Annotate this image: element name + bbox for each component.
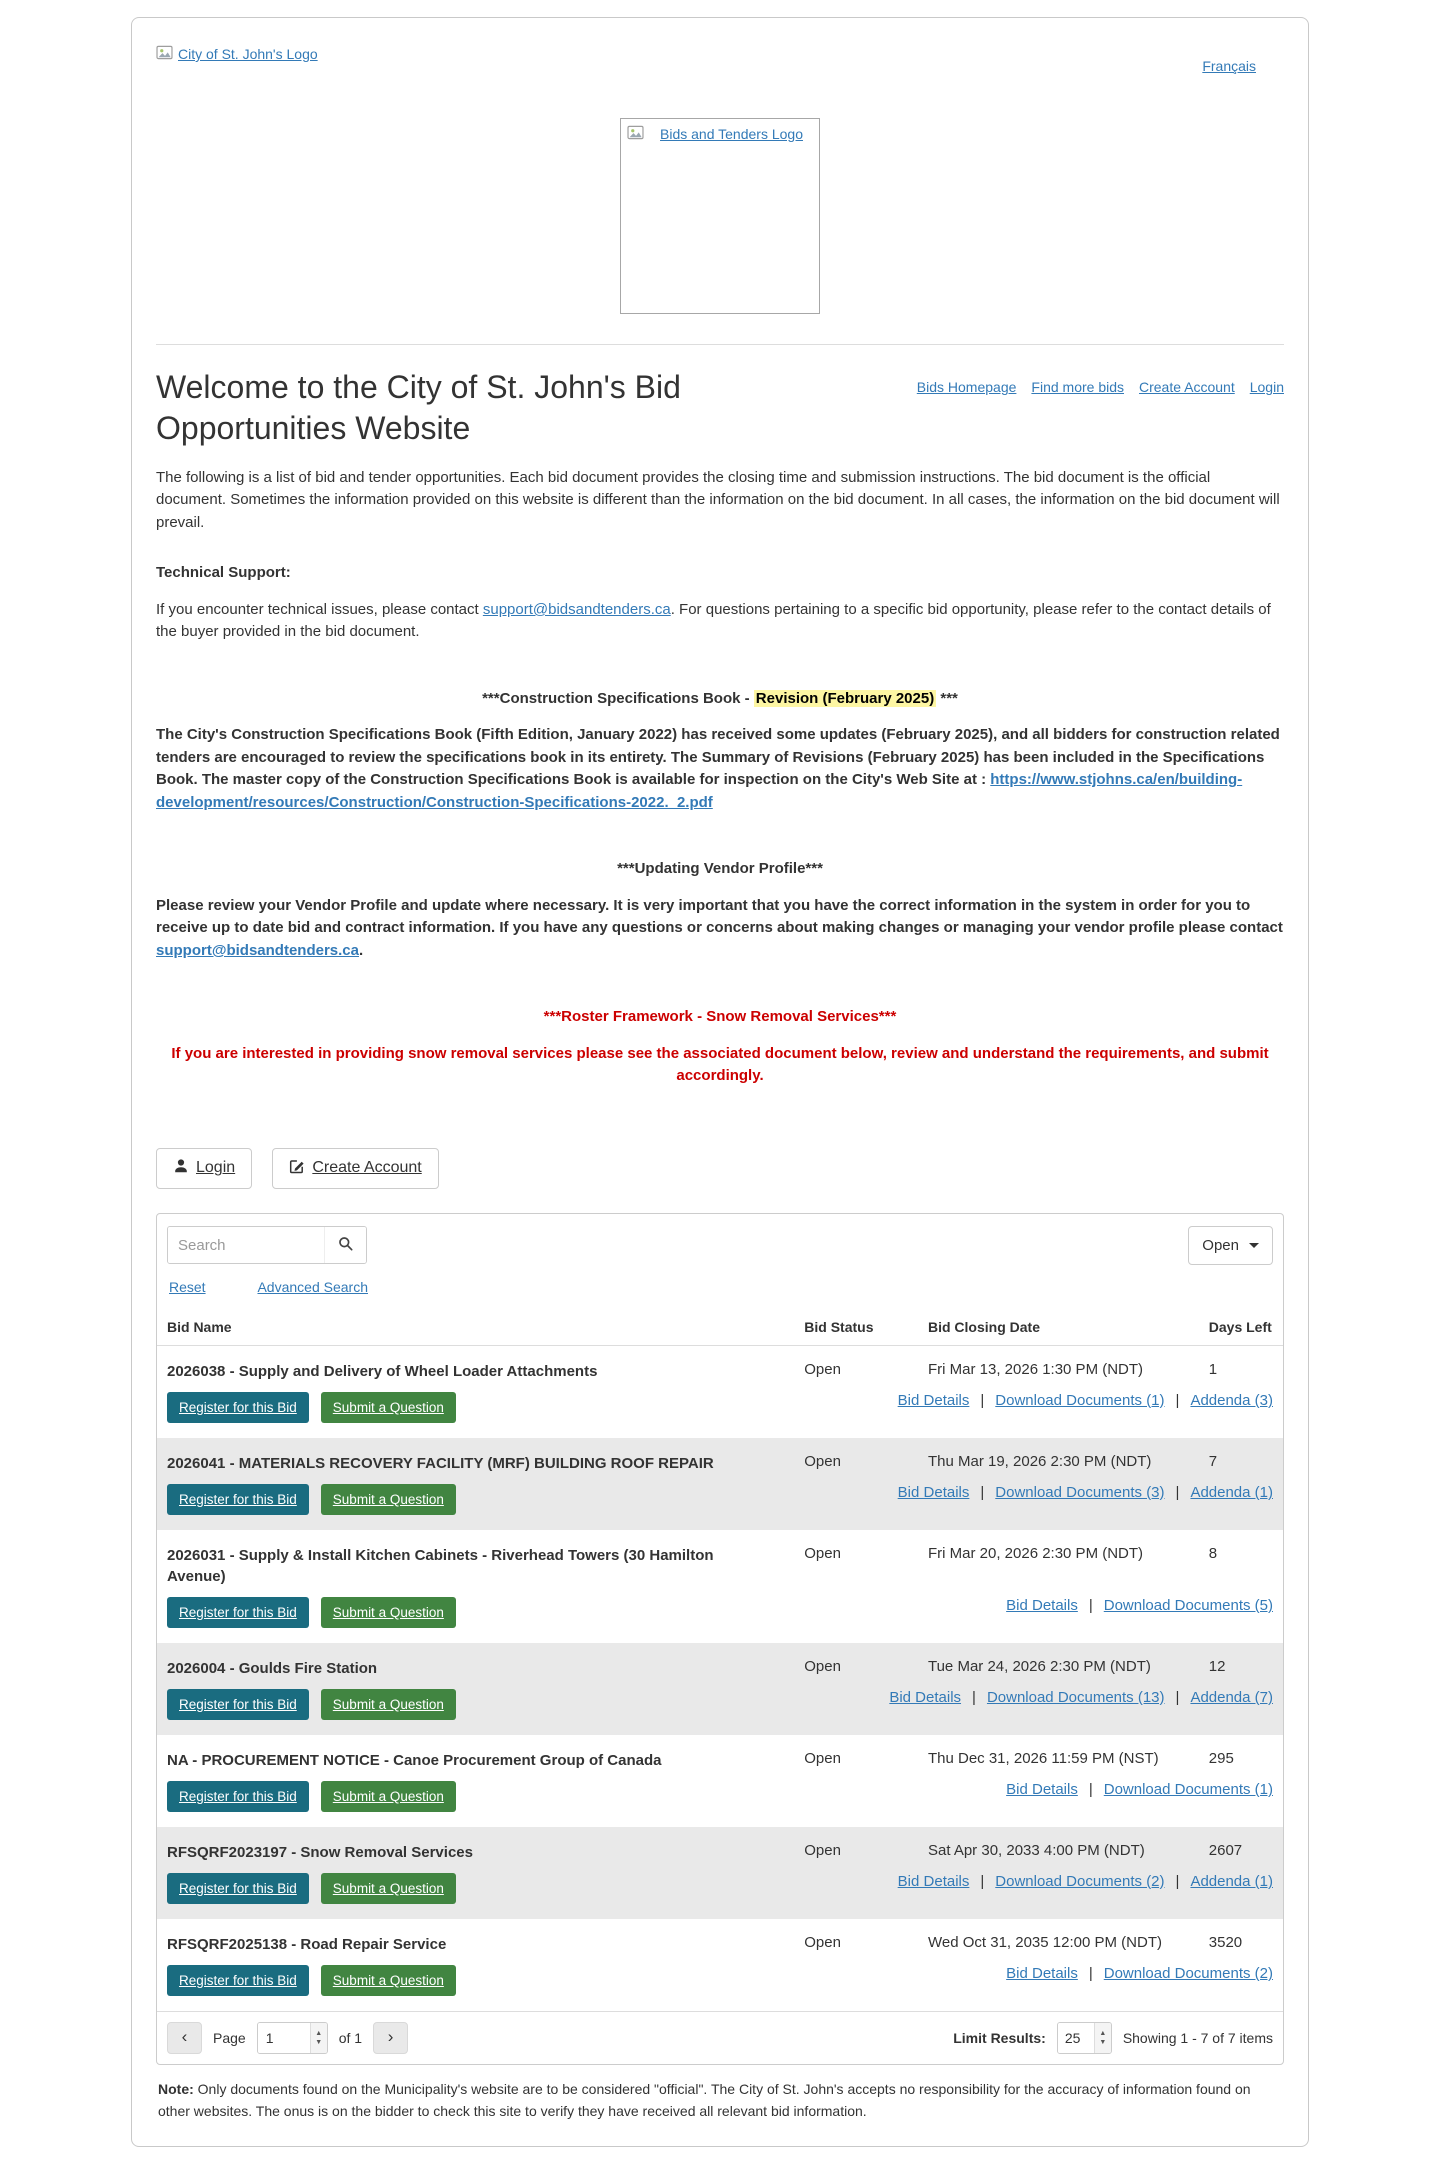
submit-question-button[interactable]: Submit a Question xyxy=(321,1873,456,1904)
register-bid-button[interactable]: Register for this Bid xyxy=(167,1392,309,1423)
bid-row xyxy=(157,1345,1283,1438)
bid-row-main xyxy=(157,1827,1283,1869)
bid-table-header xyxy=(157,1309,1283,1346)
construction-heading-after: *** xyxy=(936,689,958,707)
page-number-input[interactable] xyxy=(258,2023,310,2053)
register-bid-button[interactable]: Register for this Bid xyxy=(167,1597,309,1628)
addenda-link[interactable]: Addenda (1) xyxy=(1190,1483,1273,1501)
bid-status: Open xyxy=(804,1933,841,1951)
bid-row-main xyxy=(157,1643,1283,1685)
bid-table xyxy=(157,1309,1283,2011)
submit-question-button[interactable]: Submit a Question xyxy=(321,1597,456,1628)
limit-results-label: Limit Results: xyxy=(953,2029,1046,2046)
pagination-summary xyxy=(953,2022,1273,2054)
pencil-square-icon xyxy=(289,1158,305,1179)
header-bid-closing-date: Bid Closing Date xyxy=(918,1309,1199,1346)
search-icon xyxy=(338,1236,353,1254)
construction-heading-before: ***Construction Specifications Book - xyxy=(482,689,754,707)
link-separator: | xyxy=(980,1391,985,1409)
bid-name: 2026038 - Supply and Delivery of Wheel Loader Attachments xyxy=(167,1362,598,1380)
language-link[interactable]: Français xyxy=(1202,58,1256,74)
bid-action-buttons xyxy=(157,1388,794,1438)
broken-image-icon xyxy=(156,44,173,64)
link-separator: | xyxy=(1175,1483,1180,1501)
stepper-down-icon: ▼ xyxy=(1099,2038,1107,2046)
bid-details-link[interactable]: Bid Details xyxy=(897,1483,970,1501)
construction-notice-heading xyxy=(156,688,1284,711)
bids-tenders-logo-alt: Bids and Tenders Logo xyxy=(660,126,803,142)
bid-name: RFSQRF2023197 - Snow Removal Services xyxy=(167,1843,473,1861)
bid-closing-date: Sat Apr 30, 2033 4:00 PM (NDT) xyxy=(927,1841,1145,1859)
tech-support-text-before: If you encounter technical issues, please contact xyxy=(156,600,483,618)
bid-action-buttons xyxy=(157,1961,794,2011)
bid-days-left: 12 xyxy=(1208,1657,1226,1675)
highlighted-revision-text: Revision (February 2025) xyxy=(755,689,935,707)
addenda-link[interactable]: Addenda (1) xyxy=(1190,1872,1273,1890)
link-separator: | xyxy=(1088,1596,1093,1614)
bid-action-buttons xyxy=(157,1869,794,1919)
bid-days-left: 7 xyxy=(1208,1452,1218,1470)
bid-row-actions xyxy=(157,1777,1283,1827)
page-number-stepper[interactable] xyxy=(310,2023,327,2053)
status-filter-dropdown[interactable] xyxy=(1188,1226,1273,1265)
roster-notice-body: If you are interested in providing snow removal services please see the associated document below, review and understand the requirements, and submit accordingly. xyxy=(171,1044,1269,1085)
vendor-body-text: Please review your Vendor Profile and update where necessary. It is very important that you have the correct information in the system in order for you to receive up to date bid and contract information. If you have any questions or concerns about making changes or managing your vendor profile please contact xyxy=(156,896,1283,937)
vendor-notice-heading: ***Updating Vendor Profile*** xyxy=(617,860,823,878)
bid-row-main xyxy=(157,1919,1283,1961)
support-email-link[interactable]: support@bidsandtenders.ca xyxy=(482,600,671,618)
city-logo-link[interactable] xyxy=(156,44,318,64)
caret-down-icon xyxy=(1249,1243,1259,1248)
bid-row xyxy=(157,1735,1283,1827)
bid-links xyxy=(794,1777,1283,1827)
nav-find-more-bids[interactable]: Find more bids xyxy=(1031,379,1124,395)
bid-status: Open xyxy=(804,1452,841,1470)
download-documents-link[interactable]: Download Documents (5) xyxy=(1103,1596,1273,1614)
bid-links xyxy=(794,1961,1283,2011)
create-account-button[interactable] xyxy=(272,1148,438,1189)
bid-row xyxy=(157,1643,1283,1735)
top-bar xyxy=(156,44,1284,74)
city-logo-alt-text: City of St. John's Logo xyxy=(178,46,318,62)
stepper-down-icon: ▼ xyxy=(315,2038,323,2046)
divider xyxy=(156,344,1284,345)
addenda-link[interactable]: Addenda (3) xyxy=(1190,1391,1273,1409)
addenda-link[interactable]: Addenda (7) xyxy=(1190,1688,1273,1706)
broken-image-icon xyxy=(627,124,644,145)
bid-links xyxy=(794,1869,1283,1919)
register-bid-button[interactable]: Register for this Bid xyxy=(167,1689,309,1720)
bid-name: 2026004 - Goulds Fire Station xyxy=(167,1659,378,1677)
bid-row-actions xyxy=(157,1480,1283,1530)
bids-panel xyxy=(156,1213,1284,2065)
register-bid-button[interactable]: Register for this Bid xyxy=(167,1965,309,1996)
bid-row-main xyxy=(157,1438,1283,1480)
bid-closing-date: Tue Mar 24, 2026 2:30 PM (NDT) xyxy=(927,1657,1151,1675)
bid-row-actions xyxy=(157,1388,1283,1438)
register-bid-button[interactable]: Register for this Bid xyxy=(167,1484,309,1515)
download-documents-link[interactable]: Download Documents (1) xyxy=(995,1391,1165,1409)
bid-details-link[interactable]: Bid Details xyxy=(1006,1596,1078,1614)
bid-row-actions xyxy=(157,1869,1283,1919)
vendor-body-tail: . xyxy=(359,941,364,959)
header-bid-status: Bid Status xyxy=(794,1309,918,1346)
bid-closing-date: Thu Dec 31, 2026 11:59 PM (NST) xyxy=(927,1749,1159,1767)
bid-status: Open xyxy=(804,1544,841,1562)
bid-row xyxy=(157,1919,1283,2011)
tech-support-heading: Technical Support: xyxy=(156,564,291,582)
submit-question-button[interactable]: Submit a Question xyxy=(321,1484,456,1515)
status-filter-value: Open xyxy=(1202,1236,1239,1254)
bid-closing-date: Wed Oct 31, 2035 12:00 PM (NDT) xyxy=(927,1933,1162,1951)
limit-results-field xyxy=(1057,2022,1112,2054)
bid-status: Open xyxy=(804,1749,841,1767)
submit-question-button[interactable]: Submit a Question xyxy=(321,1392,456,1423)
top-nav xyxy=(917,379,1284,395)
bid-status: Open xyxy=(804,1360,841,1378)
bid-closing-date: Fri Mar 13, 2026 1:30 PM (NDT) xyxy=(927,1360,1144,1378)
bid-details-link[interactable]: Bid Details xyxy=(897,1391,970,1409)
bid-name: 2026031 - Supply & Install Kitchen Cabinets - Riverhead Towers (30 Hamilton Avenue) xyxy=(167,1546,714,1585)
bid-action-buttons xyxy=(157,1685,794,1735)
bid-row-actions xyxy=(157,1685,1283,1735)
reset-link[interactable]: Reset xyxy=(169,1278,206,1295)
bid-days-left: 295 xyxy=(1208,1749,1234,1767)
bids-tenders-logo-box[interactable] xyxy=(620,118,820,314)
bid-days-left: 1 xyxy=(1208,1360,1218,1378)
bid-links xyxy=(794,1480,1283,1530)
nav-create-account[interactable]: Create Account xyxy=(1139,379,1235,395)
person-icon xyxy=(173,1158,189,1179)
showing-items-text: Showing 1 - 7 of 7 items xyxy=(1122,2029,1273,2046)
page-title: Welcome to the City of St. John's Bid Opportunities Website xyxy=(156,369,681,446)
vendor-support-email-link[interactable]: support@bidsandtenders.ca xyxy=(156,941,359,959)
bid-details-link[interactable]: Bid Details xyxy=(889,1688,962,1706)
bid-days-left: 2607 xyxy=(1208,1841,1243,1859)
chevron-right-icon: › xyxy=(387,2026,394,2046)
bid-name: 2026041 - MATERIALS RECOVERY FACILITY (MRF) BUILDING ROOF REPAIR xyxy=(167,1454,714,1472)
bid-row xyxy=(157,1827,1283,1919)
bid-closing-date: Fri Mar 20, 2026 2:30 PM (NDT) xyxy=(927,1544,1144,1562)
login-button-label: Login xyxy=(196,1159,236,1177)
vendor-notice-body xyxy=(156,895,1284,963)
bid-links xyxy=(794,1685,1283,1735)
stepper-up-icon: ▲ xyxy=(1099,2029,1107,2037)
tech-support-paragraph xyxy=(156,599,1284,644)
bid-name: NA - PROCUREMENT NOTICE - Canoe Procurement Group of Canada xyxy=(167,1751,662,1769)
bid-closing-date: Thu Mar 19, 2026 2:30 PM (NDT) xyxy=(927,1452,1152,1470)
submit-question-button[interactable]: Submit a Question xyxy=(321,1689,456,1720)
title-row xyxy=(156,367,1284,467)
advanced-search-link[interactable]: Advanced Search xyxy=(257,1278,368,1295)
tech-support-text-after: . For questions pertaining to a specific bid opportunity, please refer to the contact details of the buyer provided in the bid document. xyxy=(156,600,1271,641)
bid-row-main xyxy=(157,1735,1283,1777)
link-separator: | xyxy=(1088,1964,1093,1982)
page-of-label: of 1 xyxy=(338,2029,363,2046)
bid-row-main xyxy=(157,1530,1283,1593)
download-documents-link[interactable]: Download Documents (1) xyxy=(1103,1780,1273,1798)
next-page-button[interactable] xyxy=(373,2022,408,2054)
bid-status: Open xyxy=(804,1841,841,1859)
note-text: Only documents found on the Municipality's website are to be considered "official". The City of St. John's accepts no responsibility for the accuracy of information found on other websites. The onus is on the bidder to check this site to verify they have received all relevant bid information. xyxy=(158,2080,1251,2119)
chevron-left-icon: ‹ xyxy=(181,2026,188,2046)
construction-body-text: The City's Construction Specifications Book (Fifth Edition, January 2022) has received some updates (February 2025), and all bidders for construction related tenders are encouraged to review the specifications book in its entirety. The Summary of Revisions (February 2025) has been included in the Specifications Book. The master copy of the Construction Specifications Book is available for inspection on the City's Web Site at : xyxy=(156,726,1280,789)
register-bid-button[interactable]: Register for this Bid xyxy=(167,1781,309,1812)
bid-action-buttons xyxy=(157,1480,794,1530)
bid-days-left: 3520 xyxy=(1208,1933,1243,1951)
limit-results-select[interactable] xyxy=(1058,2023,1094,2053)
header-bid-name: Bid Name xyxy=(157,1309,794,1346)
stepper-up-icon: ▲ xyxy=(315,2029,323,2037)
page-container xyxy=(131,17,1309,2147)
note-label: Note: xyxy=(158,2080,194,2097)
bid-row-main xyxy=(157,1345,1283,1388)
bid-days-left: 8 xyxy=(1208,1544,1218,1562)
bid-action-buttons xyxy=(157,1777,794,1827)
search-input[interactable] xyxy=(168,1227,324,1263)
construction-notice-body xyxy=(156,724,1284,814)
link-separator: | xyxy=(980,1483,985,1501)
page-label: Page xyxy=(213,2029,246,2046)
bid-details-link[interactable]: Bid Details xyxy=(1006,1780,1078,1798)
link-separator: | xyxy=(1175,1688,1180,1706)
link-separator: | xyxy=(980,1872,985,1890)
search-row xyxy=(157,1214,1283,1269)
link-separator: | xyxy=(1175,1391,1180,1409)
create-account-button-label: Create Account xyxy=(312,1159,422,1177)
link-separator: | xyxy=(1088,1780,1093,1798)
pagination-controls xyxy=(167,2022,408,2054)
bid-row-actions xyxy=(157,1961,1283,2011)
previous-page-button[interactable] xyxy=(167,2022,202,2054)
bid-row xyxy=(157,1438,1283,1530)
bid-links xyxy=(794,1388,1283,1438)
auth-buttons xyxy=(156,1148,1284,1189)
page-number-field xyxy=(257,2022,328,2054)
search-links xyxy=(157,1269,1283,1309)
submit-question-button[interactable]: Submit a Question xyxy=(321,1965,456,1996)
intro-paragraph: The following is a list of bid and tender opportunities. Each bid document provides the closing time and submission instructions. The bid document is the official document. Sometimes the information provided on this website is different than the information on the bid document. In all cases, the information on the bid document will prevail. xyxy=(156,468,1280,531)
limit-results-stepper[interactable] xyxy=(1094,2023,1111,2053)
pagination-bar xyxy=(157,2011,1283,2064)
register-bid-button[interactable]: Register for this Bid xyxy=(167,1873,309,1904)
link-separator: | xyxy=(1175,1872,1180,1890)
download-documents-link[interactable]: Download Documents (3) xyxy=(995,1483,1165,1501)
bid-row-actions xyxy=(157,1593,1283,1643)
header-days-left: Days Left xyxy=(1199,1309,1283,1346)
bid-details-link[interactable]: Bid Details xyxy=(897,1872,970,1890)
bid-details-link[interactable]: Bid Details xyxy=(1006,1964,1078,1982)
roster-notice-heading: ***Roster Framework - Snow Removal Services*** xyxy=(543,1008,897,1026)
download-documents-link[interactable]: Download Documents (2) xyxy=(995,1872,1165,1890)
bid-row xyxy=(157,1530,1283,1643)
bid-status: Open xyxy=(804,1657,841,1675)
login-button[interactable] xyxy=(156,1148,252,1189)
bid-name: RFSQRF2025138 - Road Repair Service xyxy=(167,1935,447,1953)
search-button[interactable] xyxy=(324,1227,366,1263)
nav-bids-homepage[interactable]: Bids Homepage xyxy=(916,379,1017,395)
download-documents-link[interactable]: Download Documents (13) xyxy=(986,1688,1165,1706)
nav-login[interactable]: Login xyxy=(1249,379,1284,395)
footer-note xyxy=(158,2079,1282,2122)
submit-question-button[interactable]: Submit a Question xyxy=(321,1781,456,1812)
construction-specs-pdf-link[interactable]: https://www.stjohns.ca/en/building-development/resources/Construction/Construction-Specifications-2022._2.pdf xyxy=(156,771,1243,811)
download-documents-link[interactable]: Download Documents (2) xyxy=(1103,1964,1273,1982)
link-separator: | xyxy=(972,1688,976,1706)
search-group xyxy=(167,1226,367,1264)
bid-links xyxy=(794,1593,1283,1643)
bid-action-buttons xyxy=(157,1593,794,1643)
